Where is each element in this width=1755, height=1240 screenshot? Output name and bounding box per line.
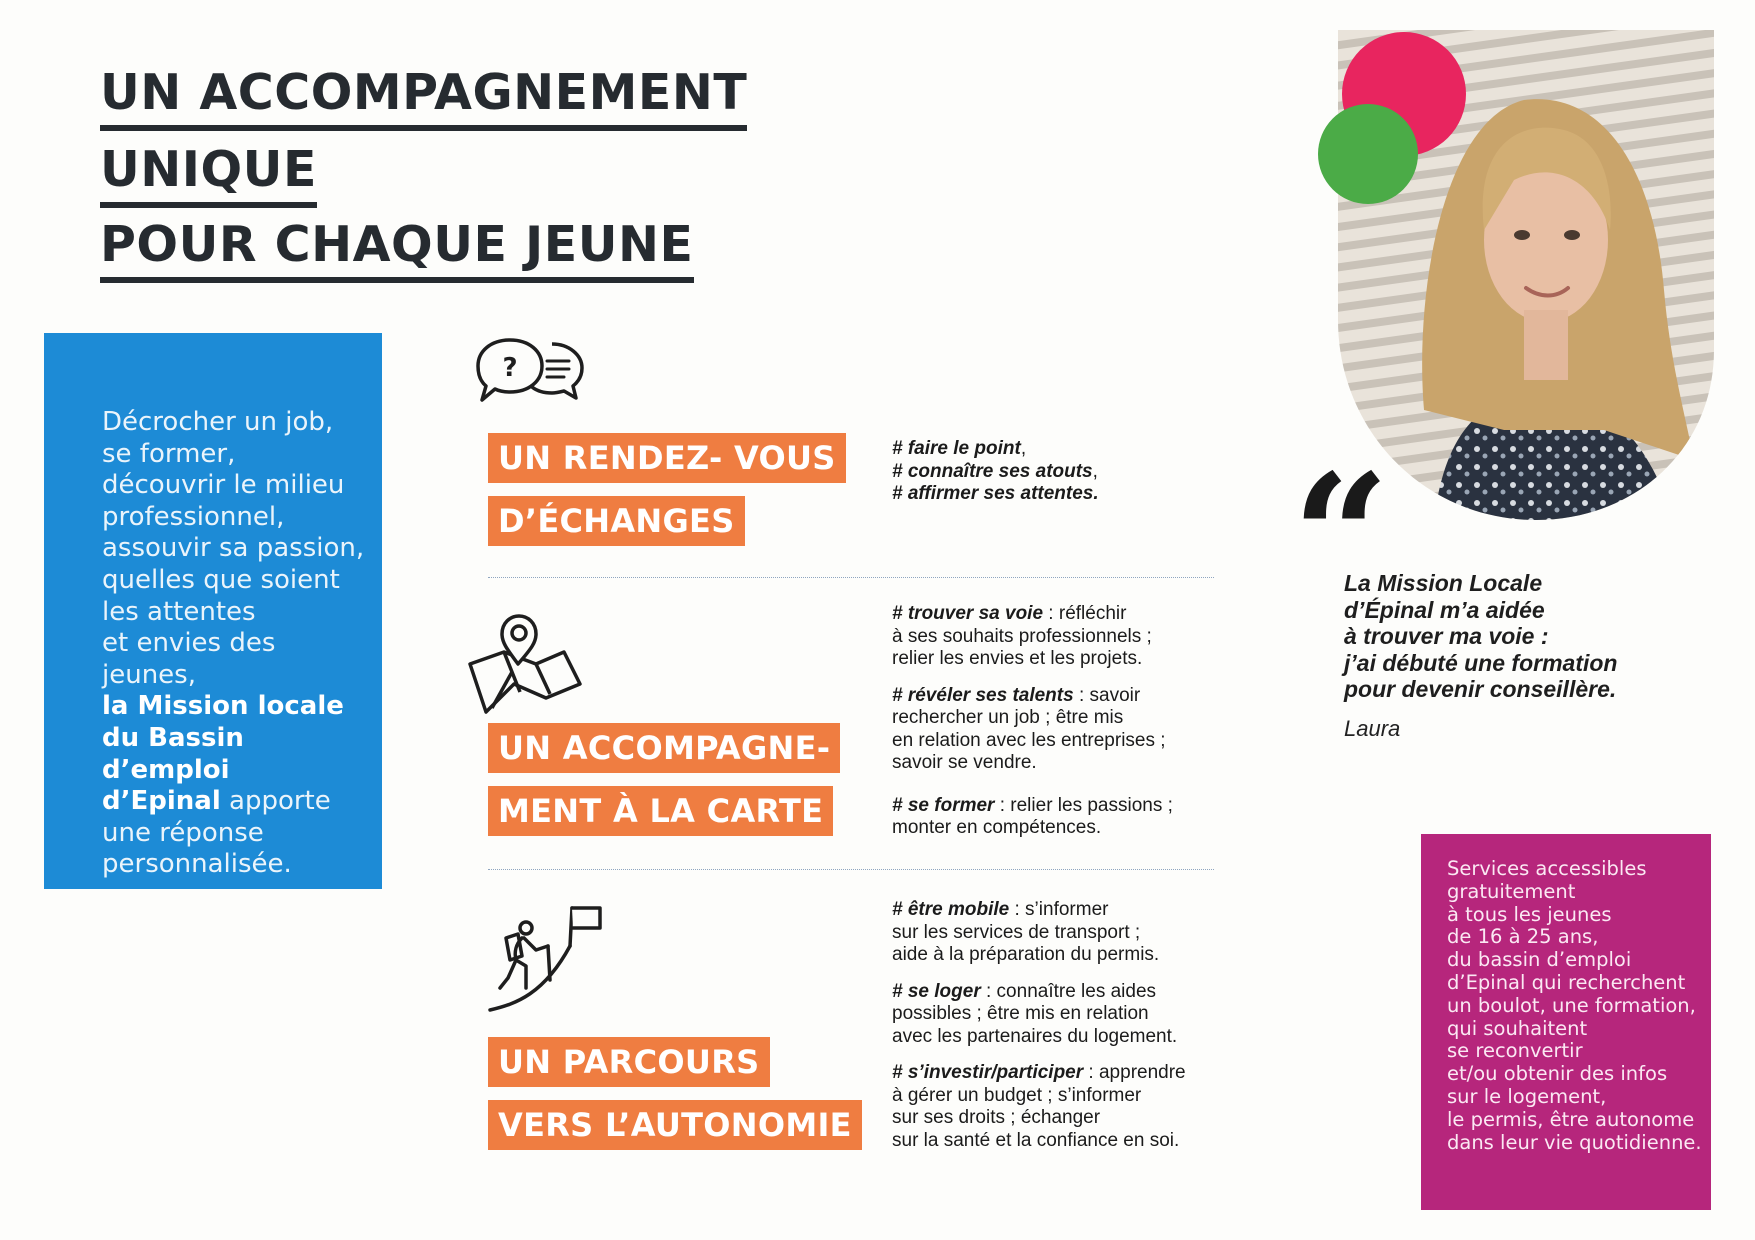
desc-text: : s’informer (1009, 899, 1109, 920)
title-line-3: POUR CHAQUE JEUNE (100, 220, 694, 283)
intro-line: professionnel, (102, 501, 285, 532)
desc-text: aide à la préparation du permis. (892, 944, 1160, 965)
hashtag: # affirmer ses attentes. (892, 483, 1099, 504)
quote-line: d’Épinal m’a aidée (1344, 596, 1545, 623)
hashtag: # révéler ses talents (892, 684, 1074, 706)
desc-text: : savoir (1073, 684, 1141, 706)
desc-text: monter en compétences. (892, 817, 1102, 838)
hashtag: # connaître ses atouts (892, 460, 1093, 482)
services-line: un boulot, une formation, (1447, 993, 1696, 1017)
quote-line: à trouver ma voie : (1344, 623, 1549, 650)
desc-text: , (1092, 460, 1098, 482)
hashtag: # être mobile (892, 899, 1010, 920)
section-2-description (892, 603, 1173, 854)
intro-box (44, 333, 382, 889)
title-line-2: UNIQUE (100, 145, 317, 208)
intro-line: découvrir le milieu (102, 470, 345, 501)
desc-text: sur ses droits ; échanger (892, 1107, 1101, 1128)
services-line: dans leur vie quotidienne. (1447, 1130, 1702, 1154)
services-line: se reconvertir (1447, 1039, 1583, 1063)
desc-text: rechercher un job ; être mis (892, 707, 1124, 728)
desc-text: à ses souhaits professionnels ; (892, 625, 1152, 647)
services-line: gratuitement (1447, 879, 1576, 903)
map-pin-icon (466, 612, 584, 716)
section-3-description (892, 899, 1186, 1166)
services-text (1447, 858, 1709, 1154)
intro-strong-line: la Mission locale (102, 691, 344, 722)
intro-line: se former, (102, 438, 236, 469)
quote-author: Laura (1344, 716, 1401, 741)
hashtag: # s’investir/participer (892, 1062, 1084, 1083)
intro-line: assouvir sa passion, (102, 533, 365, 564)
desc-text: en relation avec les entreprises ; (892, 729, 1166, 751)
desc-text: relier les envies et les projets. (892, 648, 1143, 669)
intro-line: et envies des jeunes, (102, 628, 276, 690)
desc-text: , (1020, 438, 1027, 459)
hashtag: # faire le point (892, 438, 1021, 459)
intro-line: personnalisée. (102, 849, 292, 880)
chat-bubbles-icon (474, 336, 586, 408)
services-line: à tous les jeunes (1447, 902, 1612, 926)
desc-text: sur la santé et la confiance en soi. (892, 1129, 1180, 1151)
hashtag: # se loger (892, 980, 981, 1002)
green-dot (1318, 104, 1418, 204)
section-1-label-line-1: UN RENDEZ- VOUS (488, 433, 846, 483)
title-line-1: UN ACCOMPAGNEMENT (100, 68, 747, 131)
services-line: sur le logement, (1447, 1084, 1607, 1108)
section-divider (488, 577, 1214, 578)
quote-line: j’ai débuté une formation (1344, 649, 1618, 676)
section-divider (488, 869, 1214, 870)
hashtag: # se former (892, 794, 995, 816)
services-line: d’Epinal qui recherchent (1447, 970, 1686, 994)
section-1-label-line-2: D’ÉCHANGES (488, 496, 745, 546)
intro-strong-line: du Bassin d’emploi (102, 722, 244, 785)
quote-line: La Mission Locale (1344, 570, 1543, 596)
desc-text: : réfléchir (1043, 603, 1127, 624)
desc-text: à gérer un budget ; s’informer (892, 1084, 1142, 1106)
services-line: du bassin d’emploi (1447, 948, 1632, 972)
section-3-label-line-1: UN PARCOURS (488, 1037, 770, 1087)
intro-line: une réponse (102, 817, 264, 848)
hashtag: # trouver sa voie (892, 603, 1044, 624)
services-line: de 16 à 25 ans, (1447, 925, 1599, 949)
services-line: le permis, être autonome (1447, 1107, 1695, 1131)
services-box (1421, 834, 1711, 1210)
desc-text: : apprendre (1083, 1062, 1186, 1083)
intro-strong-line: d’Epinal (102, 786, 221, 817)
svg-text:?: ? (502, 353, 518, 383)
services-line: Services accessibles (1447, 857, 1647, 880)
quote-mark-icon: “ (1292, 437, 1390, 637)
intro-line: quelles que soient (102, 564, 340, 595)
intro-line: apporte (220, 786, 331, 817)
quote-line: pour devenir conseillère. (1344, 676, 1617, 703)
testimonial-quote (1344, 570, 1617, 703)
intro-text (102, 407, 377, 881)
hiker-flag-icon (486, 904, 606, 1014)
section-3-label-line-2: VERS L’AUTONOMIE (488, 1100, 862, 1150)
desc-text: possibles ; être mis en relation (892, 1003, 1149, 1024)
section-2-label-line-2: MENT À LA CARTE (488, 786, 833, 836)
desc-text: avec les partenaires du logement. (892, 1025, 1178, 1047)
desc-text: sur les services de transport ; (892, 921, 1141, 943)
desc-text: : relier les passions ; (994, 794, 1173, 816)
desc-text: savoir se vendre. (892, 752, 1037, 773)
intro-line: les attentes (102, 596, 256, 627)
services-line: qui souhaitent (1447, 1016, 1588, 1040)
section-2-label-line-1: UN ACCOMPAGNE- (488, 723, 840, 773)
intro-line: Décrocher un job, (102, 407, 334, 437)
services-line: et/ou obtenir des infos (1447, 1062, 1668, 1086)
section-1-description (892, 438, 1099, 506)
desc-text: : connaître les aides (980, 980, 1157, 1002)
